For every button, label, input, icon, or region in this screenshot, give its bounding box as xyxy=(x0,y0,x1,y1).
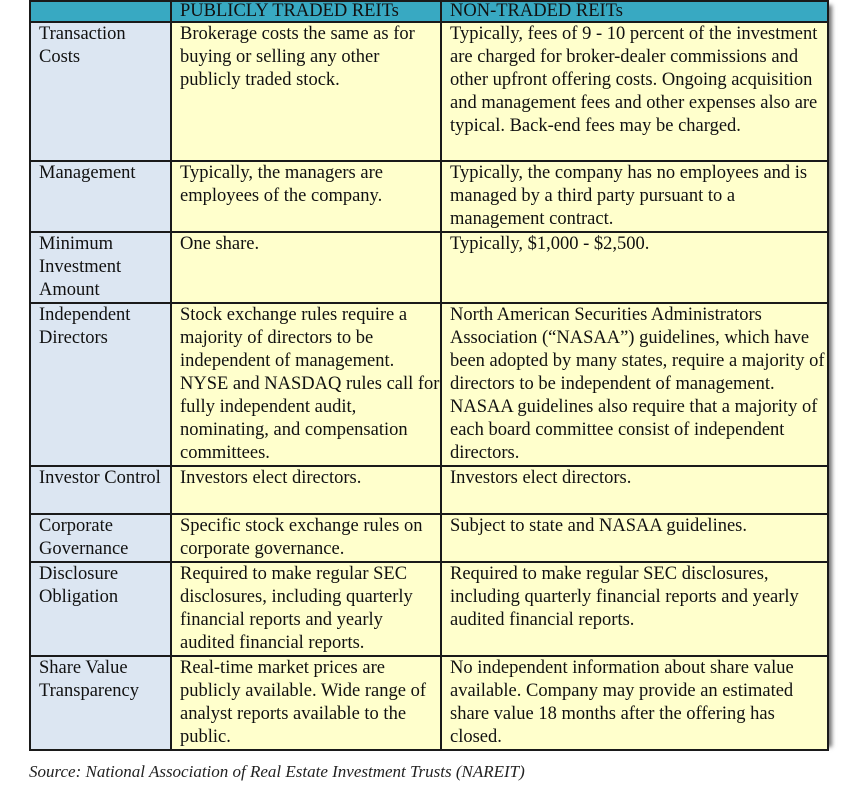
non-traded-reit-cell: North American Securities Administrators Association (“NASAA”) guidelines, which have been adopted by many states, require a majority of directors to be independent of management. NASAA guidelines also require that a majority of each board committee consist of independent directors. xyxy=(441,303,828,466)
header-non-traded: NON-TRADED REITs xyxy=(441,1,828,22)
reit-comparison-table-container xyxy=(29,0,827,747)
row-label: Investor Control xyxy=(30,466,171,514)
source-citation: Source: National Association of Real Estate Investment Trusts (NAREIT) xyxy=(29,762,525,781)
public-reit-cell: Stock exchange rules require a majority of directors to be independent of management. NYSE and NASDAQ rules call for fully independent audit, nominating, and compensation committees. xyxy=(171,303,441,466)
table-row xyxy=(30,161,828,232)
non-traded-reit-cell: No independent information about share value available. Company may provide an estimated share value 18 months after the offering has closed. xyxy=(441,656,828,750)
public-reit-cell: One share. xyxy=(171,232,441,303)
header-corner-cell xyxy=(30,1,171,22)
row-label: Disclosure Obligation xyxy=(30,562,171,656)
table-row xyxy=(30,303,828,466)
table-header-row xyxy=(30,1,828,22)
public-reit-cell: Brokerage costs the same as for buying or selling any other publicly traded stock. xyxy=(171,22,441,161)
row-label: Minimum Investment Amount xyxy=(30,232,171,303)
row-label: Corporate Governance xyxy=(30,514,171,562)
public-reit-cell: Typically, the managers are employees of the company. xyxy=(171,161,441,232)
table-row xyxy=(30,656,828,750)
non-traded-reit-cell: Typically, fees of 9 - 10 percent of the investment are charged for broker-dealer commissions and other upfront offering costs. Ongoing acquisition and management fees and other expenses also are typical. Back-end fees may be charged. xyxy=(441,22,828,161)
table-row xyxy=(30,22,828,161)
table-row xyxy=(30,562,828,656)
non-traded-reit-cell: Typically, the company has no employees and is managed by a third party pursuant to a management contract. xyxy=(441,161,828,232)
public-reit-cell: Real-time market prices are publicly available. Wide range of analyst reports available to the public. xyxy=(171,656,441,750)
row-label: Independent Directors xyxy=(30,303,171,466)
non-traded-reit-cell: Investors elect directors. xyxy=(441,466,828,514)
table-row xyxy=(30,514,828,562)
reit-comparison-table xyxy=(29,0,829,751)
row-label: Management xyxy=(30,161,171,232)
public-reit-cell: Investors elect directors. xyxy=(171,466,441,514)
row-label: Transaction Costs xyxy=(30,22,171,161)
table-row xyxy=(30,466,828,514)
public-reit-cell: Required to make regular SEC disclosures, including quarterly financial reports and yearly audited financial reports. xyxy=(171,562,441,656)
non-traded-reit-cell: Subject to state and NASAA guidelines. xyxy=(441,514,828,562)
public-reit-cell: Specific stock exchange rules on corporate governance. xyxy=(171,514,441,562)
non-traded-reit-cell: Typically, $1,000 - $2,500. xyxy=(441,232,828,303)
non-traded-reit-cell: Required to make regular SEC disclosures, including quarterly financial reports and yearly audited financial reports. xyxy=(441,562,828,656)
header-publicly-traded: PUBLICLY TRADED REITs xyxy=(171,1,441,22)
table-row xyxy=(30,232,828,303)
row-label: Share Value Transparency xyxy=(30,656,171,750)
